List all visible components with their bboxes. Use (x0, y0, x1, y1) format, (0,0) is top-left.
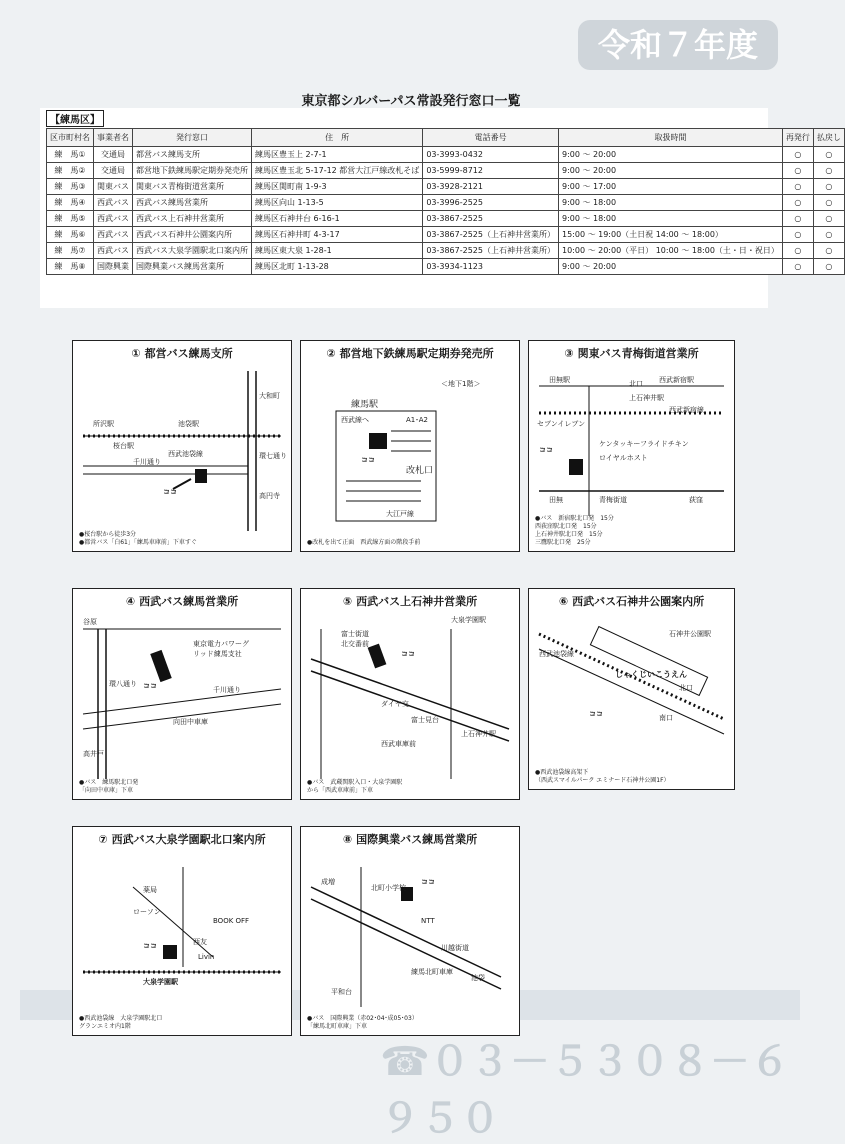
page-title: 東京都シルバーパス常設発行窓口一覧 (301, 94, 521, 109)
table-row (47, 227, 845, 243)
map-label: 高井戸 (83, 750, 104, 758)
map-label: ローソン (133, 908, 161, 916)
cell-refund: ○ (813, 179, 844, 195)
cell-hours: 15:00 ～ 19:00（土日祝 14:00 ～ 18:00） (558, 227, 782, 243)
map-seibu-shakujiikoen (528, 588, 735, 790)
cell-ward: 練 馬① (47, 147, 94, 163)
cell-hours: 9:00 ～ 17:00 (558, 179, 782, 195)
map-label: 川越街道 (441, 944, 469, 952)
map-label: 改札口 (406, 466, 434, 476)
map-label: 池袋駅 (178, 420, 199, 428)
map-drawing (301, 827, 519, 1035)
map-kanto-ome (528, 340, 735, 552)
map-label: 大和町 (259, 392, 280, 400)
map-label: NTT (421, 917, 435, 925)
map-label: 千川通り (213, 686, 241, 694)
cell-ward: 練 馬④ (47, 195, 94, 211)
map-label: ココ (163, 488, 177, 496)
map-label: 西武新宿線 (669, 406, 704, 414)
map-drawing (73, 341, 291, 551)
cell-address: 練馬区向山 1-13-5 (252, 195, 423, 211)
map-label: 向田中車庫 (173, 718, 208, 726)
cell-reissue: ○ (782, 243, 813, 259)
cell-address: 練馬区石神井町 4-3-17 (252, 227, 423, 243)
cell-reissue: ○ (782, 147, 813, 163)
map-kokusai-nerima (300, 826, 520, 1036)
map-label: 南口 (659, 714, 673, 722)
table-row (47, 179, 845, 195)
map-note: ●バス 新宿駅北口発 15分 西荻窪駅北口発 15分 上石神井駅北口発 15分 三鷹駅北口発 25分 (535, 515, 614, 546)
map-label: 高円寺 (259, 492, 280, 500)
map-label: 西武新宿駅 (659, 376, 694, 384)
table-row (47, 147, 845, 163)
cell-tel: 03-3867-2525 (423, 211, 559, 227)
cell-ward: 練 馬⑦ (47, 243, 94, 259)
col-hours: 取扱時間 (558, 129, 782, 147)
map-label: 練馬駅 (351, 400, 379, 410)
map-drawing (301, 589, 519, 799)
map-title: ⑤ 西武バス上石神井営業所 (342, 595, 478, 608)
table-row (47, 195, 845, 211)
map-label: 富士見台 (411, 716, 439, 724)
cell-office: 国際興業バス練馬営業所 (133, 259, 252, 275)
cell-reissue: ○ (782, 195, 813, 211)
cell-address: 練馬区北町 1-13-28 (252, 259, 423, 275)
map-label: 環七通り (259, 452, 287, 460)
map-label: 上石神井駅 (461, 730, 496, 738)
map-label: 西武池袋線 (168, 450, 203, 458)
map-label: 西武車庫前 (381, 740, 416, 748)
cell-reissue: ○ (782, 211, 813, 227)
map-drawing (73, 589, 291, 799)
map-label: 池袋 (471, 974, 485, 982)
map-label: A1･A2 (406, 416, 428, 424)
map-label: 桜台駅 (113, 442, 134, 450)
map-note: ●西武池袋線 大泉学園駅北口 グランエミオ内1階 (79, 1015, 163, 1030)
map-drawing (529, 589, 734, 789)
cell-ward: 練 馬② (47, 163, 94, 179)
map-label: 青梅街道 (599, 496, 627, 504)
map-label: ココ (539, 446, 553, 454)
map-label: ロイヤルホスト (599, 454, 648, 462)
map-label: 富士街道 (341, 630, 369, 638)
map-title: ④ 西武バス練馬営業所 (125, 595, 239, 608)
cell-tel: 03-5999-8712 (423, 163, 559, 179)
cell-refund: ○ (813, 211, 844, 227)
cell-tel: 03-3934-1123 (423, 259, 559, 275)
cell-tel: 03-3867-2525（上石神井営業所） (423, 243, 559, 259)
cell-ward: 練 馬⑧ (47, 259, 94, 275)
map-label: ココ (401, 650, 415, 658)
map-label: 大江戸線 (386, 510, 414, 518)
cell-reissue: ○ (782, 179, 813, 195)
col-address: 住 所 (252, 129, 423, 147)
col-operator: 事業者名 (94, 129, 133, 147)
cell-reissue: ○ (782, 259, 813, 275)
map-label: 環八通り (109, 680, 137, 688)
map-label: 大泉学園駅 (451, 616, 486, 624)
col-reissue: 再発行 (782, 129, 813, 147)
cell-office: 西武バス石神井公園案内所 (133, 227, 252, 243)
map-label: 西友 (193, 938, 207, 946)
map-note: ●桜台駅から徒歩3分 ●都営バス「白61」「練馬車庫前」下車すぐ (79, 531, 197, 546)
cell-hours: 9:00 ～ 20:00 (558, 163, 782, 179)
cell-office: 都営バス練馬支所 (133, 147, 252, 163)
map-toei-nerima (72, 340, 292, 552)
map-drawing (73, 827, 291, 1035)
map-label: Livin (198, 953, 215, 961)
cell-hours: 9:00 ～ 20:00 (558, 147, 782, 163)
map-label: 平和台 (331, 988, 352, 996)
cell-tel: 03-3867-2525（上石神井営業所） (423, 227, 559, 243)
cell-operator: 西武バス (94, 227, 133, 243)
map-label: ココ (361, 456, 375, 464)
col-tel: 電話番号 (423, 129, 559, 147)
map-toei-subway-pass (300, 340, 520, 552)
cell-hours: 9:00 ～ 20:00 (558, 259, 782, 275)
office-table (46, 128, 845, 275)
cell-hours: 10:00 ～ 20:00（平日） 10:00 ～ 18:00（土・日・祝日） (558, 243, 782, 259)
cell-ward: 練 馬③ (47, 179, 94, 195)
map-note: ●バス 国際興業（赤02･04･成05･03） 「練馬北町車庫」下車 (307, 1015, 418, 1030)
map-label: ケンタッキーフライドチキン (599, 440, 689, 448)
cell-ward: 練 馬⑤ (47, 211, 94, 227)
map-label: 大泉学園駅 (143, 978, 178, 986)
map-label: 北口 (629, 380, 643, 388)
map-seibu-oizumi (72, 826, 292, 1036)
map-label: 千川通り (133, 458, 161, 466)
map-label: ココ (421, 878, 435, 886)
reiwa-badge: 令和７年度 (578, 20, 778, 70)
map-note: ●西武池袋線高架下 （西武スマイルパーク エミナード石神井公園1F） (535, 769, 670, 784)
cell-refund: ○ (813, 163, 844, 179)
map-note: ●バス 練馬駅北口発 「向田中車庫」下車 (79, 779, 139, 794)
cell-ward: 練 馬⑥ (47, 227, 94, 243)
cell-refund: ○ (813, 195, 844, 211)
col-office: 発行窓口 (133, 129, 252, 147)
cell-refund: ○ (813, 243, 844, 259)
cell-address: 練馬区豊玉北 5-17-12 都営大江戸線改札そば (252, 163, 423, 179)
map-label: 西武池袋線 (539, 650, 574, 658)
map-label: 田無駅 (549, 376, 570, 384)
cell-operator: 西武バス (94, 211, 133, 227)
map-label: ＜地下1階＞ (441, 380, 481, 388)
map-label: 北町小学校 (371, 884, 406, 892)
map-label: 石神井公園駅 (669, 630, 711, 638)
map-label: 練馬北町車庫 (411, 968, 453, 976)
map-label: 所沢駅 (93, 420, 114, 428)
map-title: ⑧ 国際興業バス練馬営業所 (342, 833, 478, 846)
map-title: ② 都営地下鉄練馬駅定期券発売所 (326, 347, 494, 360)
map-note: ●改札を出て正面 西武線方面の階段手前 (307, 539, 421, 546)
cell-operator: 関東バス (94, 179, 133, 195)
map-drawing (301, 341, 519, 551)
map-label: 北口 (679, 684, 693, 692)
cell-office: 西武バス練馬営業所 (133, 195, 252, 211)
cell-tel: 03-3993-0432 (423, 147, 559, 163)
map-label: ココ (589, 710, 603, 718)
cell-reissue: ○ (782, 163, 813, 179)
phone-number-background: ☎０３－５３０８－６９５０ (380, 1039, 790, 1142)
map-title: ③ 関東バス青梅街道営業所 (564, 347, 699, 360)
cell-address: 練馬区石神井台 6-16-1 (252, 211, 423, 227)
col-ward: 区市町村名 (47, 129, 94, 147)
cell-address: 練馬区東大泉 1-28-1 (252, 243, 423, 259)
cell-hours: 9:00 ～ 18:00 (558, 195, 782, 211)
cell-reissue: ○ (782, 227, 813, 243)
map-label: 田無 (549, 496, 563, 504)
cell-hours: 9:00 ～ 18:00 (558, 211, 782, 227)
cell-operator: 交通局 (94, 147, 133, 163)
table-row (47, 243, 845, 259)
cell-tel: 03-3928-2121 (423, 179, 559, 195)
cell-office: 西武バス大泉学園駅北口案内所 (133, 243, 252, 259)
map-title: ⑦ 西武バス大泉学園駅北口案内所 (98, 833, 266, 846)
map-label: 北交番前 (341, 640, 369, 648)
map-seibu-nerima (72, 588, 292, 800)
cell-refund: ○ (813, 227, 844, 243)
ward-tag: 【練馬区】 (46, 110, 104, 127)
cell-refund: ○ (813, 259, 844, 275)
cell-operator: 国際興業 (94, 259, 133, 275)
map-label: 西武線へ (341, 416, 369, 424)
map-label: ココ (143, 942, 157, 950)
map-seibu-kamishakujii (300, 588, 520, 800)
cell-operator: 交通局 (94, 163, 133, 179)
map-label: 上石神井駅 (629, 394, 664, 402)
map-title: ① 都営バス練馬支所 (131, 347, 233, 360)
map-label: ダイヤ交 (381, 700, 409, 708)
cell-address: 練馬区豊玉上 2-7-1 (252, 147, 423, 163)
cell-office: 都営地下鉄練馬駅定期券発売所 (133, 163, 252, 179)
table-row (47, 163, 845, 179)
map-label: 荻窪 (689, 496, 703, 504)
cell-operator: 西武バス (94, 243, 133, 259)
cell-operator: 西武バス (94, 195, 133, 211)
map-label: セブンイレブン (537, 420, 586, 428)
cell-address: 練馬区関町南 1-9-3 (252, 179, 423, 195)
map-label: ココ (143, 682, 157, 690)
cell-refund: ○ (813, 147, 844, 163)
table-row (47, 211, 845, 227)
col-refund: 払戻し (813, 129, 844, 147)
map-label: 東京電力パワーグリッド練馬支社 (193, 640, 249, 658)
map-title: ⑥ 西武バス石神井公園案内所 (558, 595, 705, 608)
cell-tel: 03-3996-2525 (423, 195, 559, 211)
map-label: 薬局 (143, 886, 157, 894)
table-header-row (47, 129, 845, 147)
cell-office: 西武バス上石神井営業所 (133, 211, 252, 227)
map-label: 成増 (321, 878, 335, 886)
map-label: 谷原 (83, 618, 97, 626)
map-label: BOOK OFF (213, 917, 250, 925)
cell-office: 関東バス青梅街道営業所 (133, 179, 252, 195)
table-row (47, 259, 845, 275)
map-note: ●バス 武蔵関駅入口・大泉学園駅 から「西武車庫前」下車 (307, 779, 403, 794)
map-label: しゃくじいこうえん (615, 670, 687, 679)
